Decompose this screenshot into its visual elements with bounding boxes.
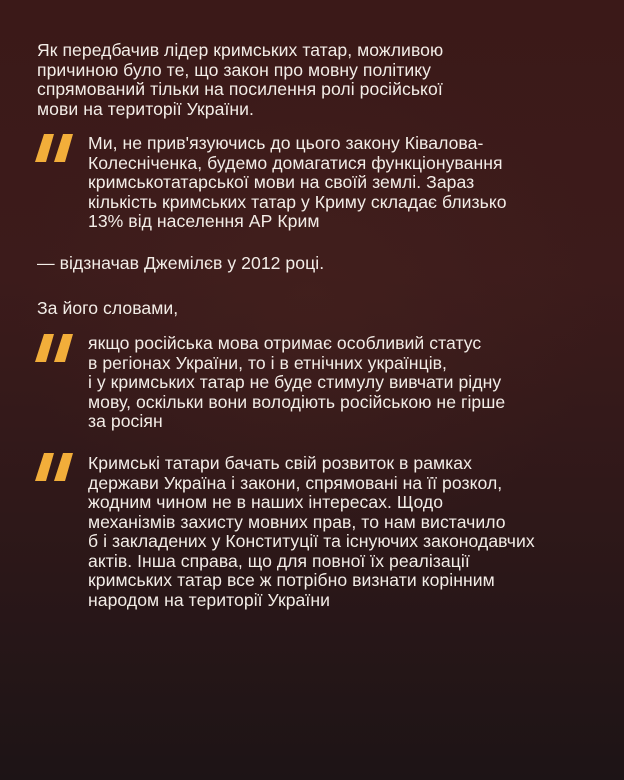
quote-1-text: Ми, не прив'язуючись до цього закону Ківалова- Колесніченка, будемо домагатися функціонування кримськотатарської мови на своїй землі. Зараз кількість кримських татар у Криму складає близько 13% від населення АР Крим (88, 133, 507, 231)
quote-3-text: Кримські татари бачать свій розвиток в рамках держави Україна і закони, спрямовані на її розкол, жодним чином не в наших інтересах. Щодо механізмів захисту мовних прав, то нам вистачило б і закладених у Конституції та існуючих законодавчих актів. Інша справа, що для повної їх реалізації кримських татар все ж потрібно визнати корінним народом на території України (88, 453, 535, 610)
attribution-text: — відзначав Джемілєв у 2012 році. (37, 253, 325, 273)
quote-mark-icon (35, 334, 75, 370)
intro-paragraph: Як передбачив лідер кримських татар, можливою причиною було те, що закон про мовну політику спрямований тільки на посилення ролі російської мови на території України. (37, 40, 444, 119)
quote-mark-icon (35, 453, 75, 489)
quote-2-text: якщо російська мова отримає особливий статус в регіонах України, то і в етнічних українців, і у кримських татар не буде стимулу вивчати рідну мову, оскільки вони володіють російською не гірше за росіян (88, 333, 506, 431)
lead-text: За його словами, (37, 298, 179, 318)
quote-mark-icon (35, 134, 75, 170)
